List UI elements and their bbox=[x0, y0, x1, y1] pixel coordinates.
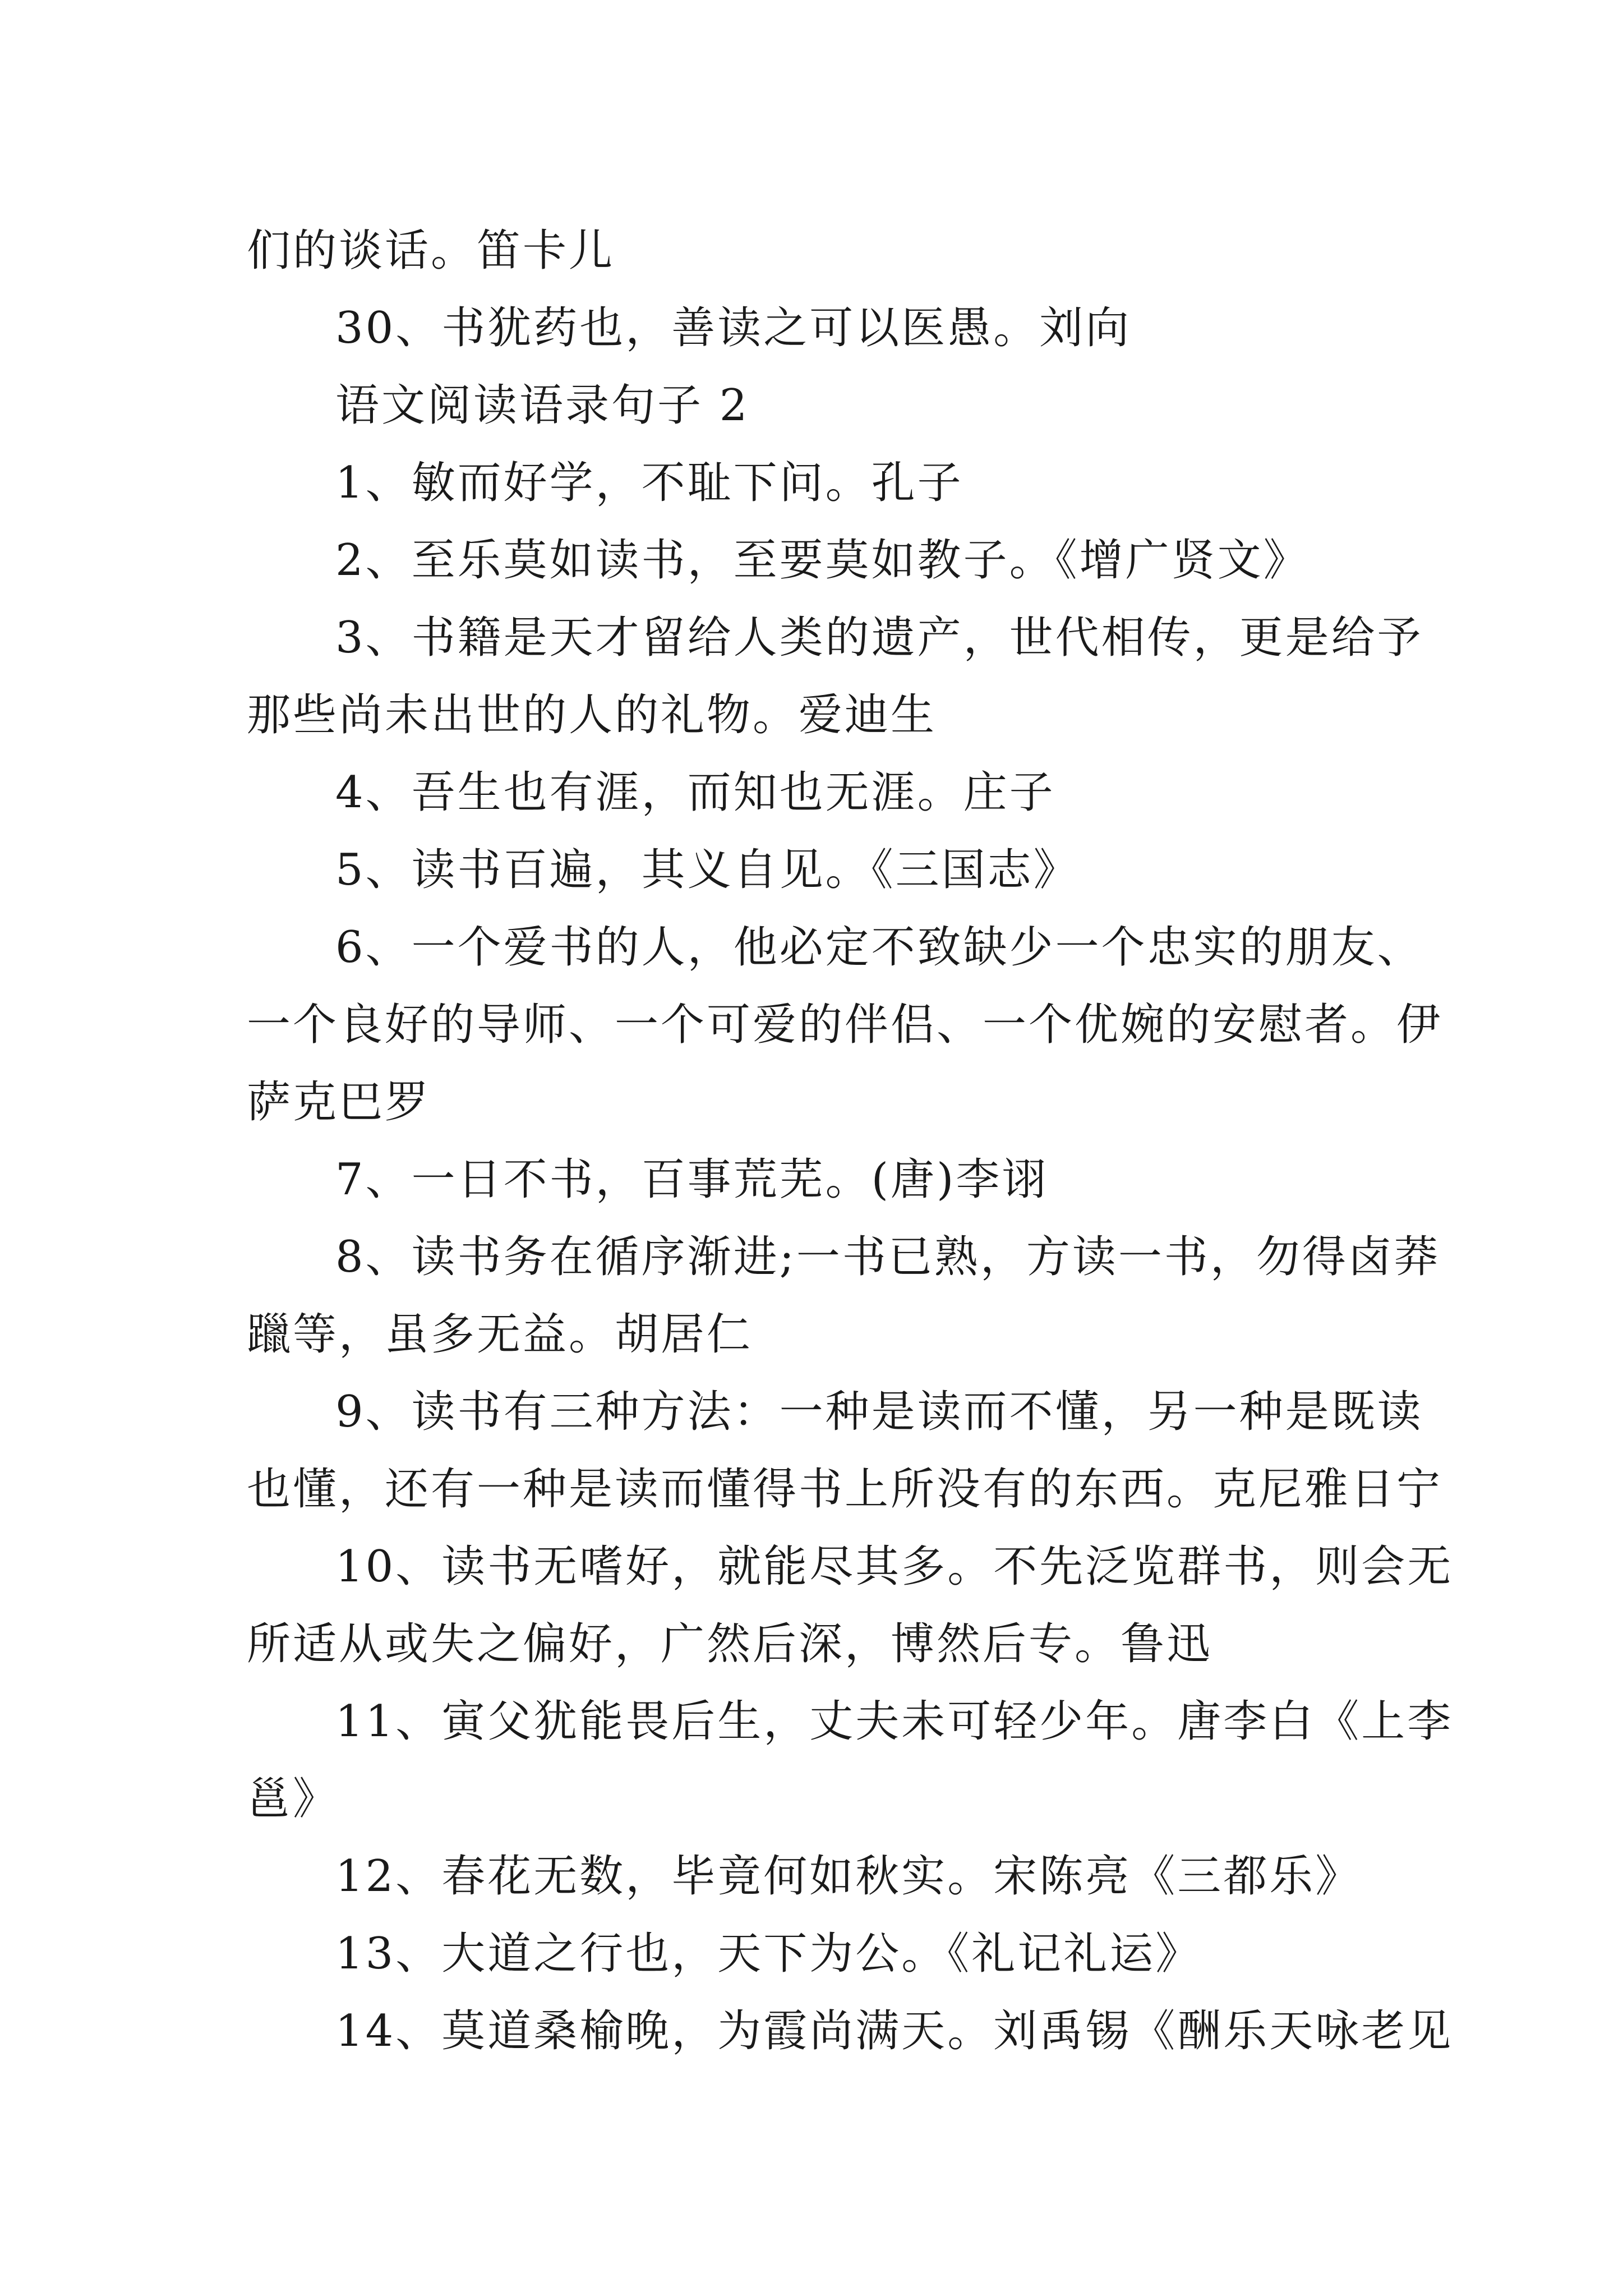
text-line: 邕》 bbox=[247, 1774, 339, 1824]
text-line: 2、至乐莫如读书，至要莫如教子。《增广贤文》 bbox=[335, 535, 1310, 586]
text-line: 6、一个爱书的人，他必定不致缺少一个忠实的朋友、 bbox=[335, 922, 1423, 973]
text-line: 那些尚未出世的人的礼物。爱迪生 bbox=[247, 690, 937, 740]
text-line: 们的谈话。笛卡儿 bbox=[247, 226, 615, 276]
section-heading: 语文阅读语录句子 2 bbox=[335, 380, 750, 431]
text-line: 1、敏而好学，不耻下问。孔子 bbox=[335, 458, 963, 508]
text-line: 14、莫道桑榆晚，为霞尚满天。刘禹锡《酬乐天咏老见 bbox=[335, 2006, 1454, 2056]
text-line: 30、书犹药也，善读之可以医愚。刘向 bbox=[335, 303, 1132, 353]
text-line: 一个良好的导师、一个可爱的伴侣、一个优婉的安慰者。伊 bbox=[247, 1000, 1443, 1050]
text-line: 11、寅父犹能畏后生，丈夫未可轻少年。唐李白《上李 bbox=[335, 1696, 1454, 1747]
text-line: 5、读书百遍，其义自见。《三国志》 bbox=[335, 845, 1080, 895]
text-line: 躐等，虽多无益。胡居仁 bbox=[247, 1309, 753, 1360]
text-line: 9、读书有三种方法：一种是读而不懂，另一种是既读 bbox=[335, 1387, 1423, 1437]
text-line: 8、读书务在循序渐进;一书已熟，方读一书，勿得卤莽 bbox=[335, 1232, 1440, 1282]
text-line: 7、一日不书，百事荒芜。(唐)李诩 bbox=[335, 1154, 1048, 1205]
text-line: 4、吾生也有涯，而知也无涯。庄子 bbox=[335, 767, 1055, 818]
text-line: 12、春花无数，毕竟何如秋实。宋陈亮《三都乐》 bbox=[335, 1851, 1362, 1902]
text-line: 13、大道之行也，天下为公。《礼记礼运》 bbox=[335, 1929, 1202, 1979]
text-line: 所适从或失之偏好，广然后深，博然后专。鲁迅 bbox=[247, 1619, 1213, 1669]
text-line: 3、书籍是天才留给人类的遗产，世代相传，更是给予 bbox=[335, 613, 1423, 663]
text-line: 10、读书无嗜好，就能尽其多。不先泛览群书，则会无 bbox=[335, 1542, 1454, 1592]
document-body bbox=[247, 212, 1454, 2070]
text-line: 萨克巴罗 bbox=[247, 1077, 431, 1128]
text-line: 也懂，还有一种是读而懂得书上所没有的东西。克尼雅日宁 bbox=[247, 1464, 1443, 1515]
